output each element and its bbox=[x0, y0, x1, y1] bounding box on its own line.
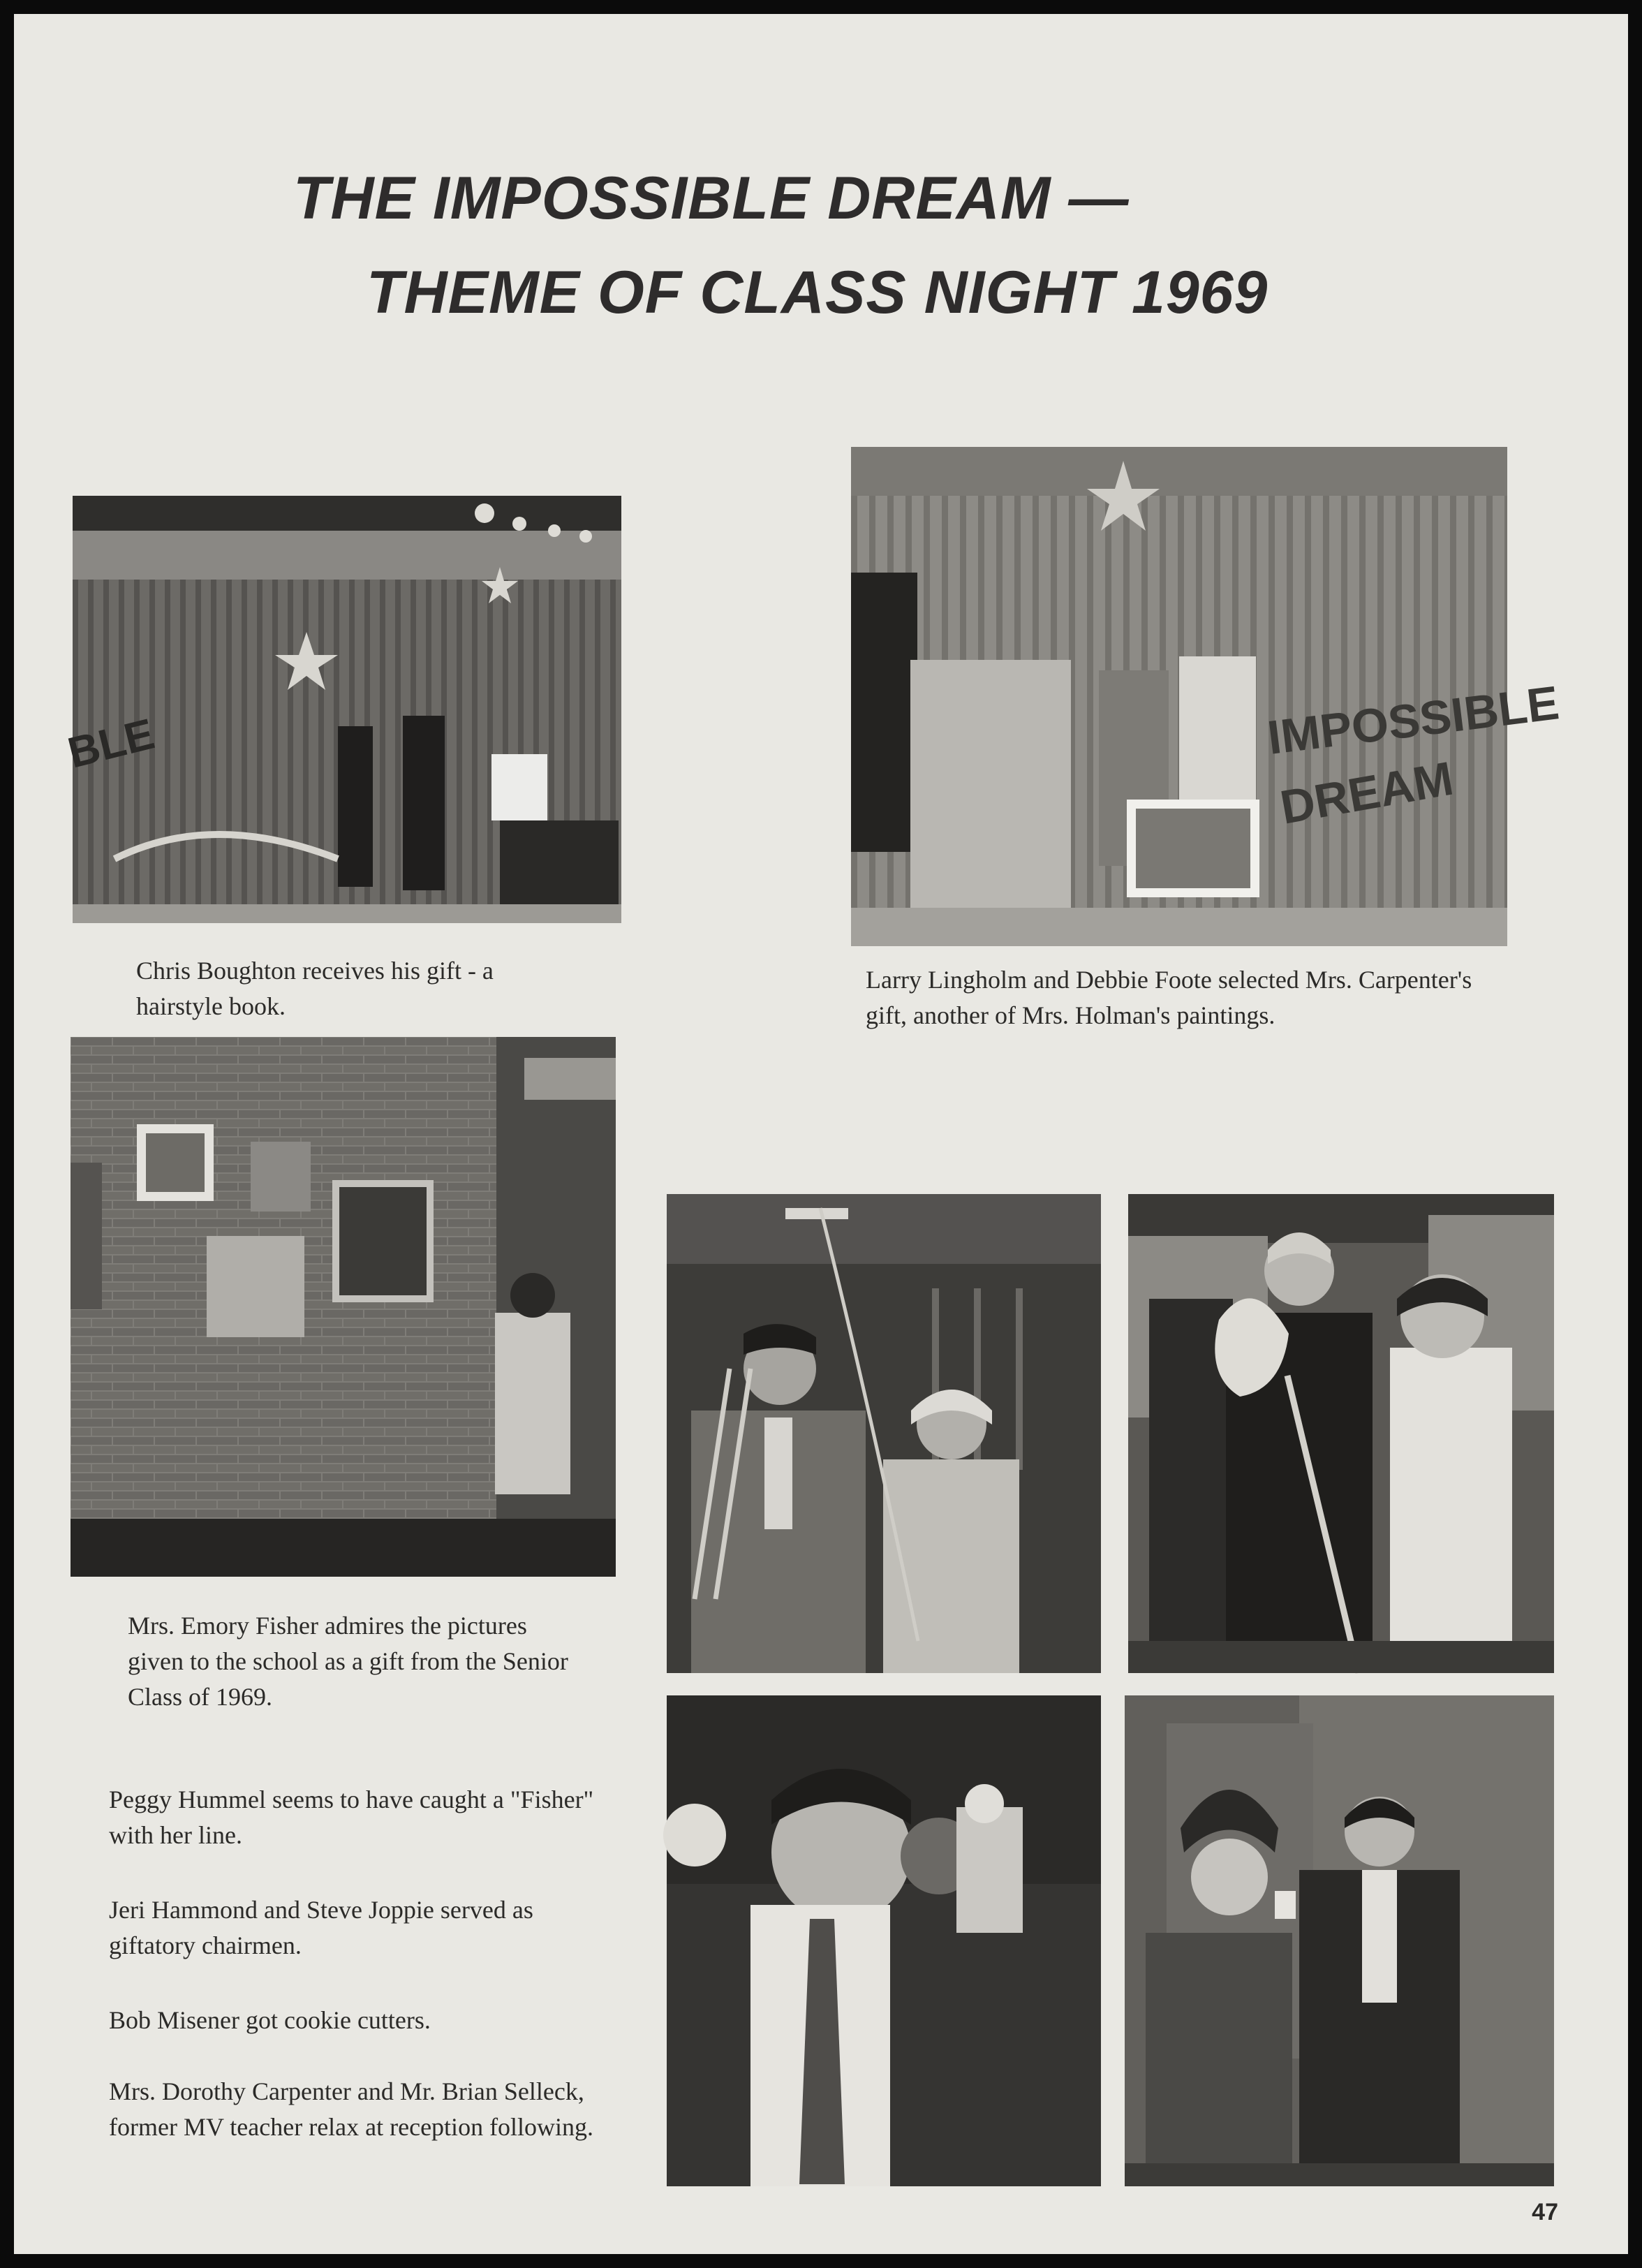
caption-chris-boughton: Chris Boughton receives his gift - a hairstyle book. bbox=[136, 957, 494, 1020]
yearbook-page bbox=[14, 14, 1628, 2254]
caption-peggy-hummel: Peggy Hummel seems to have caught a "Fisher" with her line. bbox=[109, 1785, 594, 1849]
photo-mop bbox=[1128, 1194, 1554, 1673]
photo-cookie-cutter bbox=[667, 1695, 1101, 2186]
caption-bob-misener: Bob Misener got cookie cutters. bbox=[109, 2006, 431, 2034]
caption-dorothy-carpenter: Mrs. Dorothy Carpenter and Mr. Brian Selleck, former MV teacher relax at reception following. bbox=[109, 2077, 594, 2141]
photo-stage-painting bbox=[851, 447, 1562, 946]
photo-pitchfork bbox=[667, 1194, 1101, 1673]
page-title-line1: THE IMPOSSIBLE DREAM — bbox=[293, 165, 1130, 232]
banner-impossible-text: IMPOSSIBLE bbox=[1264, 676, 1562, 765]
page-title-line2: THEME OF CLASS NIGHT 1969 bbox=[367, 259, 1269, 326]
photo-paintings-wall bbox=[71, 1037, 616, 1577]
photo-stage-gift bbox=[63, 496, 621, 923]
photo-reception bbox=[1125, 1695, 1554, 2186]
caption-emory-fisher: Mrs. Emory Fisher admires the pictures given to the school as a gift from the Senior Class of 1969. bbox=[128, 1612, 568, 1711]
caption-larry-lingholm: Larry Lingholm and Debbie Foote selected Mrs. Carpenter's gift, another of Mrs. Holman's paintings. bbox=[866, 966, 1472, 1029]
stage-banner-text: BLE bbox=[63, 709, 159, 778]
page-number: 47 bbox=[1532, 2199, 1558, 2225]
caption-jeri-hammond: Jeri Hammond and Steve Joppie served as giftatory chairmen. bbox=[109, 1896, 533, 1959]
banner-dream-text: DREAM bbox=[1276, 751, 1458, 834]
